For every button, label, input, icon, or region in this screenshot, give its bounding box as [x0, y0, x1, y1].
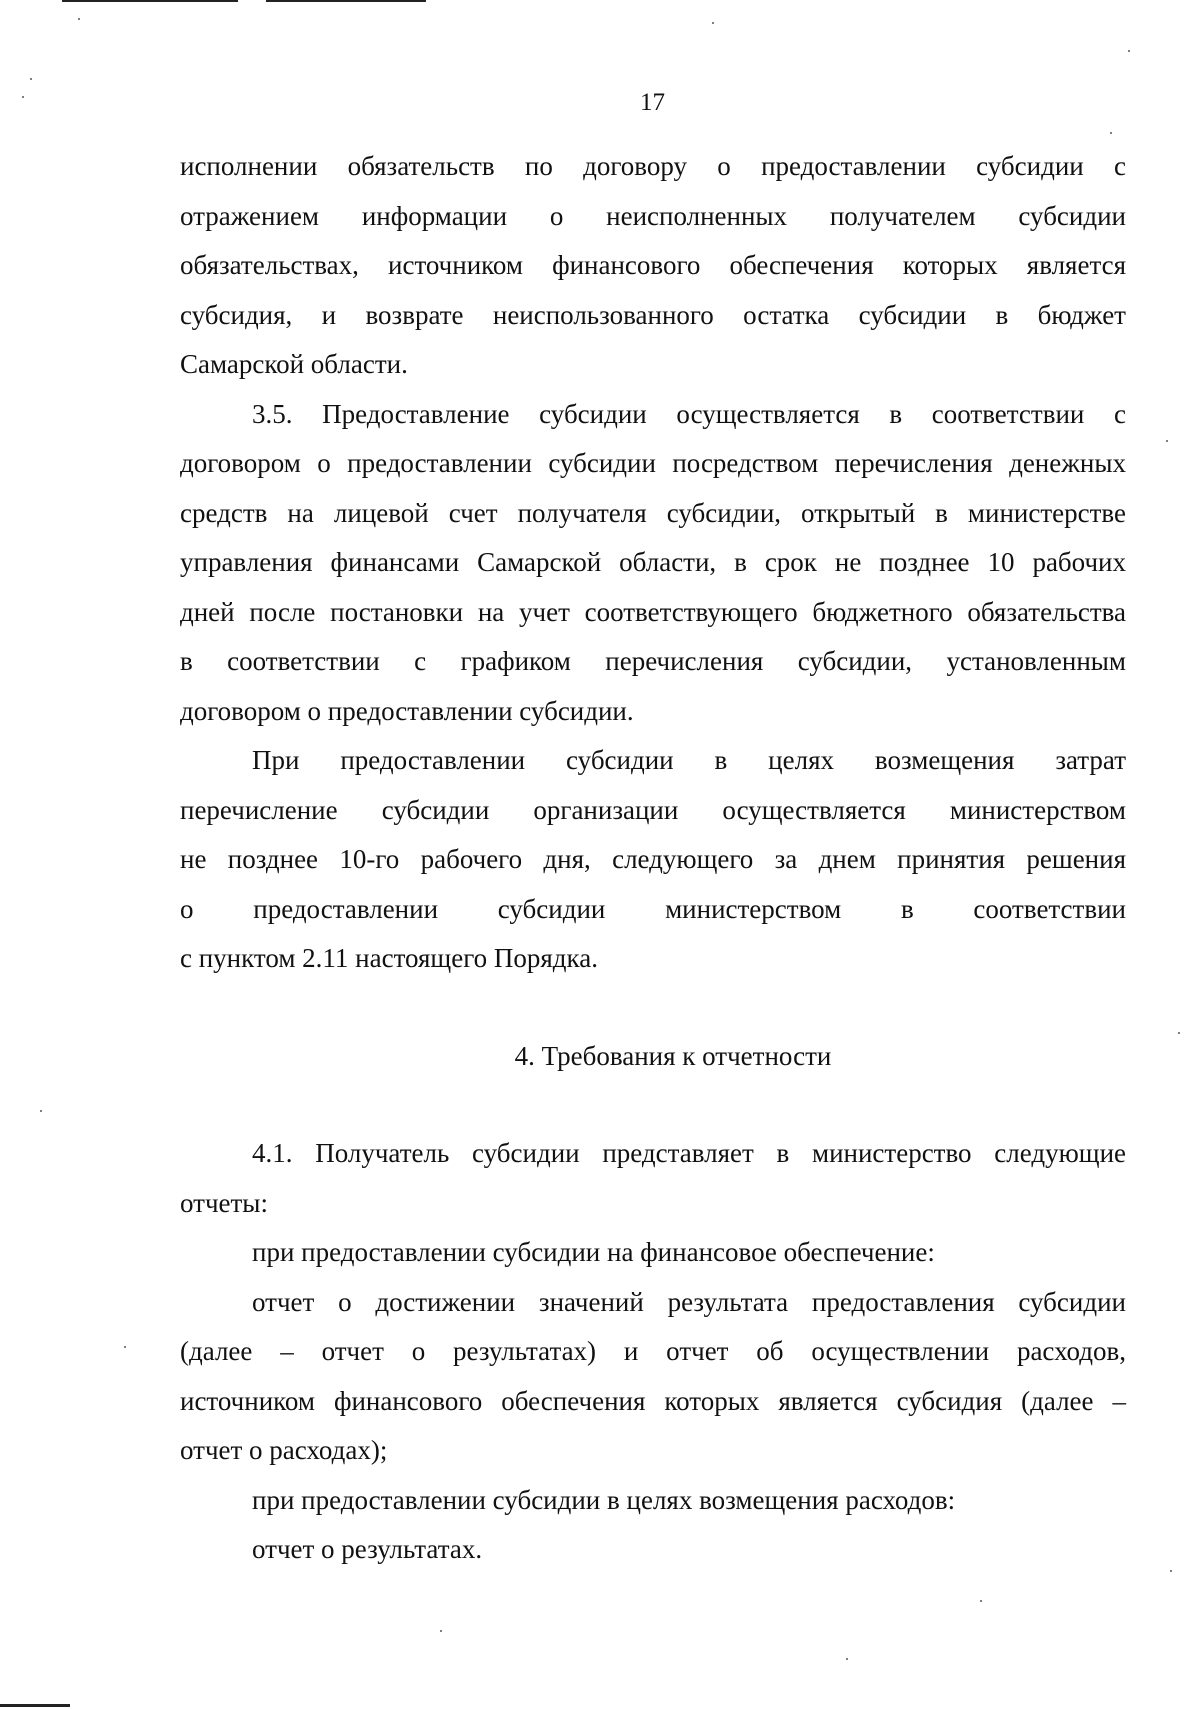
text-line: о предоставлении субсидии министерством в соответствии	[180, 893, 1126, 924]
text-line: При предоставлении субсидии в целях возмещения затрат	[252, 745, 1126, 775]
scan-speck	[712, 22, 714, 24]
paragraph-4-1	[180, 1129, 1126, 1228]
section-4-heading: 4. Требования к отчетности	[514, 1040, 832, 1071]
text-line: (далее – отчет о результатах) и отчет об осуществлении расходов,	[180, 1336, 1126, 1366]
scan-speck	[30, 78, 32, 80]
text-line: 3.5. Предоставление субсидии осуществляется в соответствии с	[252, 398, 1126, 429]
text-line: в соответствии с графиком перечисления субсидии, установленным	[180, 646, 1126, 676]
scan-speck	[78, 18, 80, 20]
scan-speck	[1128, 50, 1130, 52]
scan-bottom-edge	[0, 1704, 70, 1707]
text-line: субсидия, и возврате неиспользованного остатка субсидии в бюджет	[180, 299, 1126, 330]
scan-speck	[846, 1658, 848, 1660]
paragraph-report-results	[180, 1278, 1126, 1476]
paragraph-reimbursement-case	[180, 1476, 1126, 1526]
text-line: договором о предоставлении субсидии посредством перечисления денежных	[180, 448, 1126, 478]
text-line: не позднее 10-го рабочего дня, следующего за днем принятия решения	[180, 844, 1126, 874]
scan-speck	[980, 1600, 982, 1602]
text-line: Самарской области.	[180, 349, 408, 379]
text-line: при предоставлении субсидии на финансовое обеспечение:	[252, 1237, 935, 1267]
scan-speck	[22, 96, 24, 98]
paragraph-financial-support	[180, 1228, 1126, 1278]
text-line: дней после постановки на учет соответствующего бюджетного обязательства	[180, 596, 1126, 627]
text-line: управления финансами Самарской области, в срок не позднее 10 рабочих	[180, 547, 1126, 577]
scan-speck	[1166, 440, 1168, 442]
text-line: обязательствах, источником финансового обеспечения которых является	[180, 250, 1126, 280]
scan-speck	[1178, 1032, 1180, 1034]
text-line: отчеты:	[180, 1187, 268, 1218]
text-line: отчет о результатах.	[252, 1534, 483, 1564]
text-line: отчет о расходах);	[180, 1435, 388, 1465]
spacer	[180, 1081, 1126, 1129]
text-line: 4.1. Получатель субсидии представляет в министерство следующие	[252, 1138, 1126, 1168]
paragraph-report-only	[180, 1525, 1126, 1575]
scan-speck	[124, 1346, 126, 1348]
page-number: 17	[640, 89, 665, 116]
text-line: отчет о достижении значений результата предоставления субсидии	[252, 1286, 1126, 1317]
scan-speck	[1110, 132, 1112, 134]
spacer	[180, 984, 1126, 1032]
text-line: перечисление субсидии организации осуществляется министерством	[180, 794, 1126, 825]
paragraph-continuation	[180, 142, 1126, 390]
text-line: с пунктом 2.11 настоящего Порядка.	[180, 943, 598, 973]
scan-top-rule	[62, 0, 238, 2]
paragraph-reimbursement	[180, 736, 1126, 984]
scan-speck	[40, 1110, 42, 1112]
text-line: исполнении обязательств по договору о предоставлении субсидии с	[180, 151, 1126, 181]
text-line: источником финансового обеспечения которых является субсидия (далее –	[180, 1385, 1126, 1416]
document-body	[180, 142, 1126, 1575]
text-line: отражением информации о неисполненных получателем субсидии	[180, 200, 1126, 231]
scan-top-rule	[266, 0, 426, 2]
text-line: договором о предоставлении субсидии.	[180, 695, 634, 726]
scan-speck	[440, 1630, 442, 1632]
scan-speck	[1170, 1570, 1172, 1572]
text-line: средств на лицевой счет получателя субсидии, открытый в министерстве	[180, 497, 1126, 528]
paragraph-3-5	[180, 390, 1126, 737]
text-line: при предоставлении субсидии в целях возмещения расходов:	[252, 1484, 956, 1515]
